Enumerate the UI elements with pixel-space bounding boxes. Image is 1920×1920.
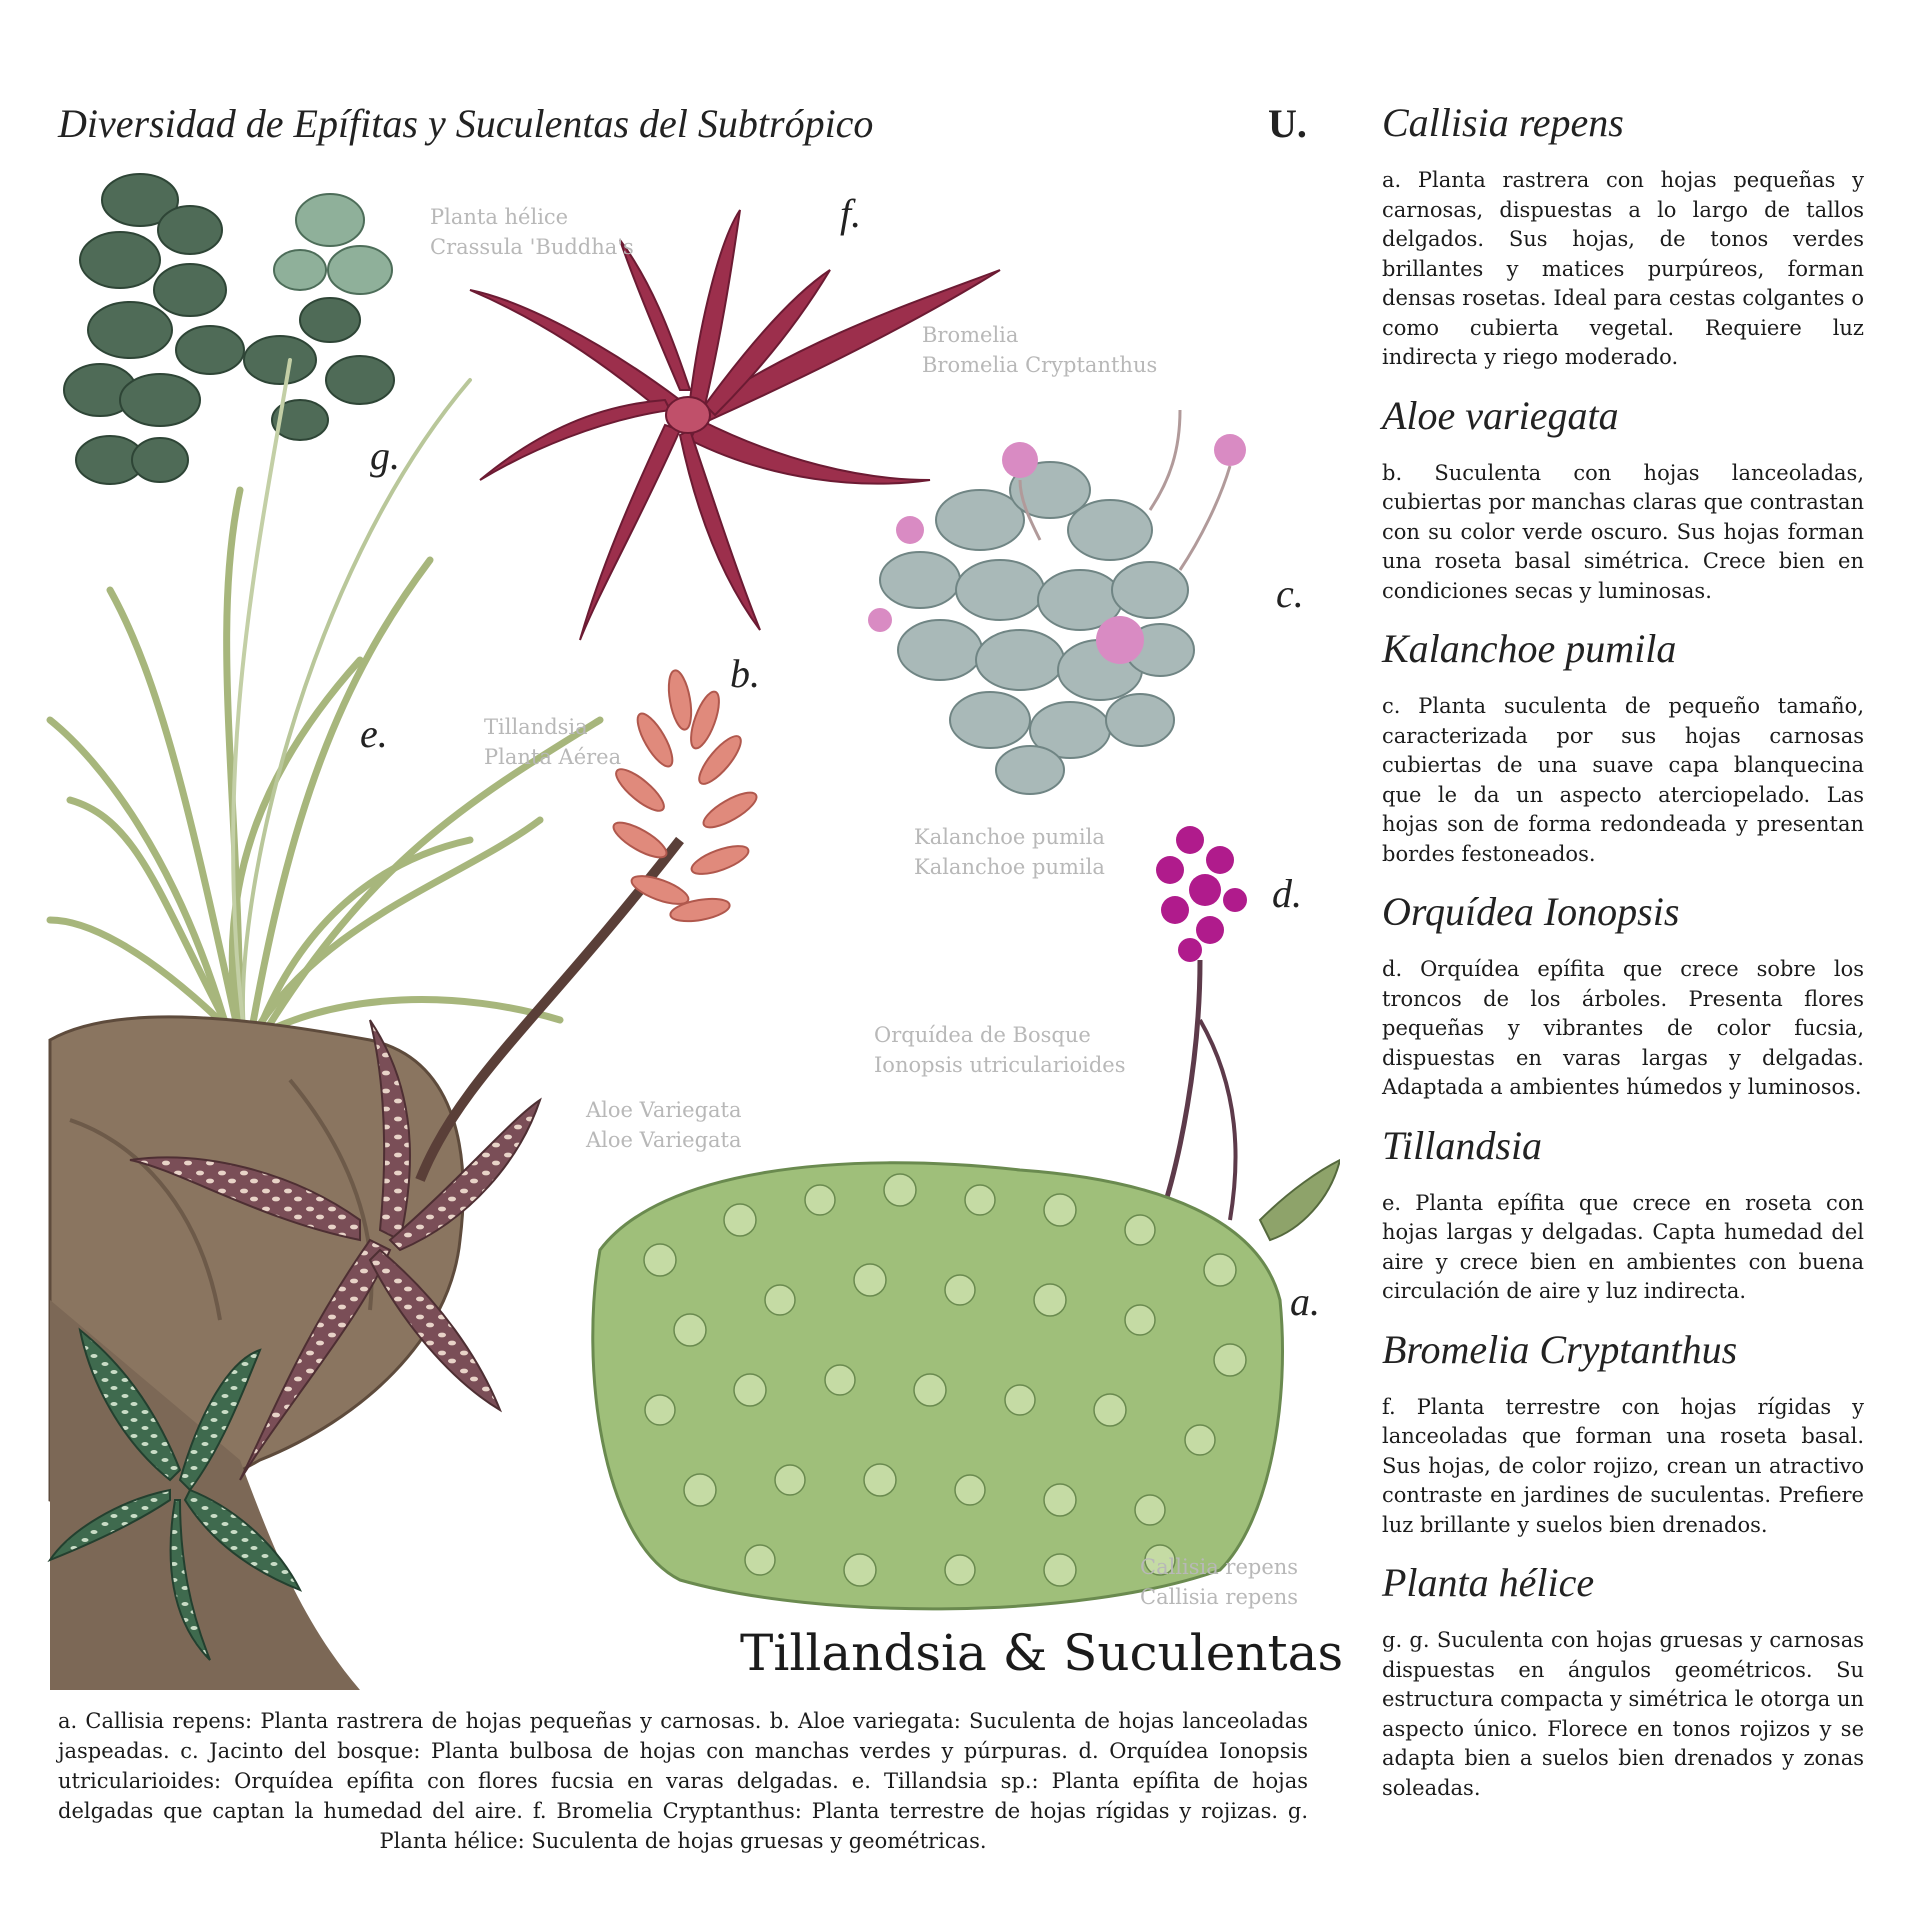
label-callisia [1140, 1552, 1298, 1612]
callisia-plant [593, 1163, 1283, 1609]
page-header-mark: U. [1268, 101, 1307, 146]
species-name: Tillandsia [1382, 1122, 1543, 1168]
marker-d: d. [1272, 871, 1302, 916]
species-description: c. Planta suculenta de pequeño tamaño, caracterizada por sus hojas carnosas cubiertas de una suave capa blanquecina que le da un aspecto aterciopelado. Las hojas son de forma redondeada y presentan bordes festoneados. [1382, 694, 1864, 866]
species-name: Planta hélice [1382, 1560, 1595, 1605]
species-description: f. Planta terrestre con hojas rígidas y lanceoladas que forman una roseta basal. Sus hojas, de color rojizo, crean un atractivo contraste en jardines de suculentas. Prefiere luz brillante y suelos bien drenados. [1382, 1394, 1864, 1537]
label-kalanchoe [914, 822, 1105, 882]
species-description: d. Orquídea epífita que crece sobre los troncos de los árboles. Presenta flores pequeñas y vibrantes de color fucsia, dispuestas en varas largas y delgadas. Adaptada a ambientes húmedos y luminosos. [1382, 957, 1864, 1099]
species-entry [1382, 391, 1864, 607]
marker-f: f. [840, 191, 862, 236]
label-common-name: Kalanchoe pumila [914, 825, 1105, 849]
species-description: e. Planta epífita que crece en roseta con hojas largas y delgadas. Capta humedad del aire y crece bien en ambientes con buena circulación de aire y luz indirecta. [1382, 1190, 1864, 1303]
label-planta-helice [430, 202, 634, 262]
marker-e: e. [360, 711, 388, 756]
plant-illustration [40, 160, 1344, 1690]
label-orquidea [874, 1020, 1126, 1080]
species-description: a. Planta rastrera con hojas pequeñas y carnosas, dispuestas a lo largo de tallos delgados. Sus hojas, de tonos verdes brillantes y matices purpúreos, forman densas rosetas. Ideal para cestas colgantes o como cubierta vegetal. Requiere luz indirecta y riego moderado. [1382, 168, 1864, 369]
species-description: g. g. Suculenta con hojas gruesas y carnosas dispuestas en ángulos geométricos. Su estructura compacta y simétrica le otorga un aspecto único. Florece en tonos rojizos y se adapta bien a suelos bien drenados y zonas soleadas. [1382, 1628, 1864, 1800]
marker-b: b. [730, 651, 760, 696]
marker-g: g. [370, 433, 400, 478]
species-entry [1382, 1325, 1864, 1541]
species-name: Kalanchoe pumila [1382, 626, 1677, 671]
orchid-plant [1156, 826, 1340, 1240]
label-bromelia [922, 320, 1157, 380]
species-column [1382, 98, 1864, 1821]
marker-c: c. [1276, 571, 1304, 616]
species-entry [1382, 624, 1864, 869]
label-scientific-name: Crassula 'Buddha's [430, 235, 634, 259]
species-description: b. Suculenta con hojas lanceoladas, cubiertas por manchas claras que contrastan con su color verde oscuro. Sus hojas forman una roseta basal simétrica. Crece bien en condiciones secas y luminosas. [1382, 460, 1864, 603]
figure-caption: a. Callisia repens: Planta rastrera de hojas pequeñas y carnosas. b. Aloe variegata: Suculenta de hojas lanceoladas jaspeadas. c. Jacinto del bosque: Planta bulbosa de hojas con manchas verdes y púrpuras. d. Orquídea Ionopsis utricularioides: Orquídea epífita con flores fucsia en varas delgadas. e. Tillandsia sp.: Planta epífita de hojas delgadas que captan la humedad del aire. f. Bromelia Cryptanthus: Planta terrestre de hojas rígidas y rojizas. g. Planta hélice: Suculenta de hojas gruesas y geométricas. [58, 1709, 1308, 1853]
species-name: Bromelia Cryptanthus [1382, 1326, 1738, 1372]
species-name: Aloe variegata [1382, 392, 1619, 438]
species-entry [1382, 1558, 1864, 1803]
page-header-title: Diversidad de Epífitas y Suculentas del Subtrópico [58, 101, 874, 146]
label-common-name: Aloe Variegata [586, 1098, 742, 1122]
label-scientific-name: Ionopsis utricularioides [874, 1053, 1126, 1077]
label-scientific-name: Callisia repens [1140, 1585, 1299, 1609]
label-common-name: Tillandsia [484, 715, 588, 739]
label-scientific-name: Aloe Variegata [586, 1128, 742, 1152]
species-entry [1382, 887, 1864, 1103]
label-scientific-name: Kalanchoe pumila [914, 855, 1105, 879]
label-aloe [586, 1095, 742, 1155]
marker-a: a. [1290, 1279, 1320, 1324]
helice-plant [64, 174, 394, 484]
label-common-name: Planta hélice [430, 205, 569, 229]
species-entry [1382, 1121, 1864, 1307]
label-common-name: Bromelia [922, 323, 1019, 347]
label-scientific-name: Planta Aérea [484, 745, 622, 769]
main-title: Tillandsia & Suculentas [740, 1624, 1344, 1682]
label-tillandsia [484, 712, 621, 772]
species-name: Callisia repens [1382, 100, 1624, 145]
kalanchoe-plant [868, 410, 1246, 794]
label-scientific-name: Bromelia Cryptanthus [922, 353, 1158, 377]
species-name: Orquídea Ionopsis [1382, 889, 1680, 934]
label-common-name: Orquídea de Bosque [874, 1023, 1091, 1047]
species-entry [1382, 98, 1864, 373]
label-common-name: Callisia repens [1140, 1555, 1299, 1579]
